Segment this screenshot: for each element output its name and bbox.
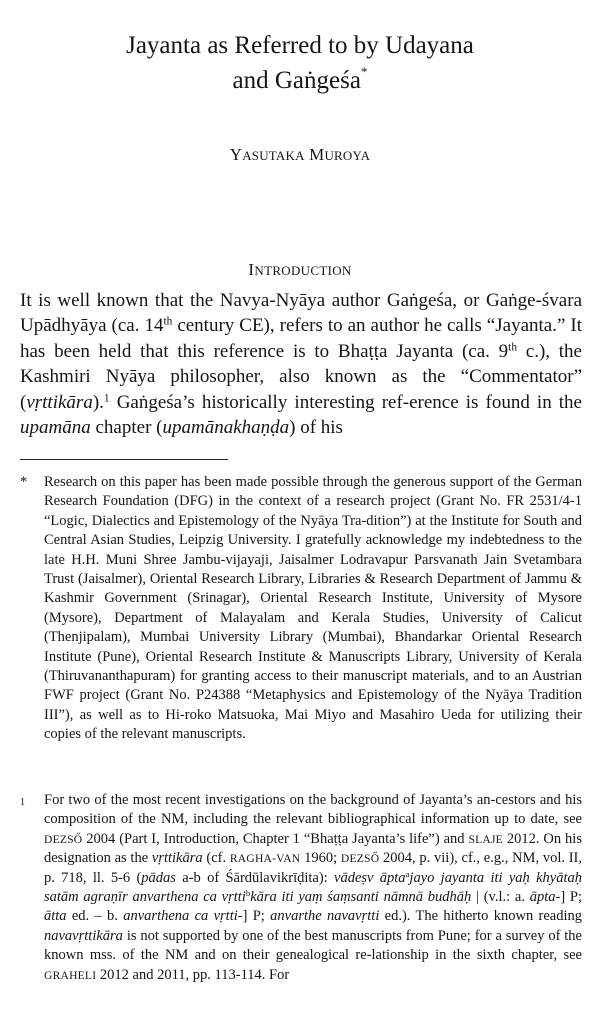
- footnote-mark: 1: [20, 797, 25, 808]
- title-line-2: and Gaṅgeśa*: [232, 64, 368, 94]
- body-paragraph: It is well known that the Navya-Nyāya author Gaṅgeśa, or Gaṅge-śvara Upādhyāya (ca. 14th century CE), refers to an author he calls “Jayanta.” It has been held that this reference is to Bhaṭṭa Jayanta (ca. 9th c.), the Kashmiri Nyāya philosopher, also known as the “Commentator” (vṛttikāra).$^1$ Gaṅgeśa’s historically interesting ref-erence is found in the upamāna chapter (upamānakhaṇḍa) of his: [20, 290, 582, 439]
- article-title: [30, 28, 570, 98]
- footnote-text: Research on this paper has been made possible through the generous support of the German Research Foundation (DFG) in the context of a research project (Grant No. FR 2531/4-1 “Logic, Dialectics and Epistemology of the Nyāya Tra-dition”) at the Institute for South and Central Asian Studies, Leipzig University. I gratefully acknowledge my indebtedness to the late H.H. Muni Shree Jambu-vijayaji, Jaisalmer Lodravapur Parsvanath Jain Svetambara Trust (Jaisalmer), Oriental Research Library, Libraries & Research Department of Jammu & Kashmir Government (Srinagar), Oriental Research Institute, University of Mysore (Mysore), Department of Malayalam and Kerala Studies, University of Calicut (Thenjipalam), Mumbai University Library (Mumbai), Bhandarkar Oriental Research Institute (Pune), Oriental Research Institute & Manuscripts Library, University of Kerala (Thiruvananthapuram) for granting access to their manuscript materials, and to an Austrian FWF project (Grant No. P24388 “Metaphysics and Epistemology of the Nyāya Tradition III”), as well as to Hi-roko Matsuoka, Mai Miyo and Masahiro Ueda for utilizing their copies of the relevant manuscripts.: [44, 474, 582, 743]
- footnote-mark: *: [20, 474, 28, 490]
- footnote-1: [20, 791, 582, 985]
- footnote-text: For two of the most recent investigations on the background of Jayanta’s an-cestors and his composition of the NM, including the relevant bibliographical information up to date, see DEZSŐ 2004 (Part I, Introduction, Chapter 1 “Bhaṭṭa Jayanta’s life”) and SLAJE 2012. On his designation as the vṛttikāra (cf. RAGHA-VAN 1960; DEZSŐ 2004, p. vii), cf., e.g., NM, vol. II, p. 718, ll. 5-6 (pādas a-b of Śārdūlavikrīḍita): vādeṣv āpta$^a$jayo jayanta iti yaḥ khyātaḥ satām agraṇīr anvarthena ca vṛtti$^b$kāra iti yaṃ śaṃsanti nāmnā budhāḥ | (v.l.: a. āpta-] P; ātta ed. – b. anvarthena ca vṛtti-] P; anvarthe navavṛtti ed.). The hitherto known reading navavṛttikāra is not supported by one of the best manuscripts from Pune; for a survey of the known mss. of the NM and on their genealogical re-lationship in the sixth chapter, see GRAHELI 2012 and 2011, pp. 113-114. For: [44, 792, 583, 983]
- footnote-separator: [20, 459, 228, 460]
- section-heading-introduction: INTRODUCTION: [248, 260, 352, 279]
- author-name: YASUTAKA MUROYA: [229, 145, 371, 164]
- footnote-asterisk: [20, 473, 582, 745]
- footnote-ref-1[interactable]: 1: [103, 392, 110, 405]
- title-footnote-mark[interactable]: *: [360, 64, 368, 79]
- title-line-1: Jayanta as Referred to by Udayana: [126, 32, 474, 59]
